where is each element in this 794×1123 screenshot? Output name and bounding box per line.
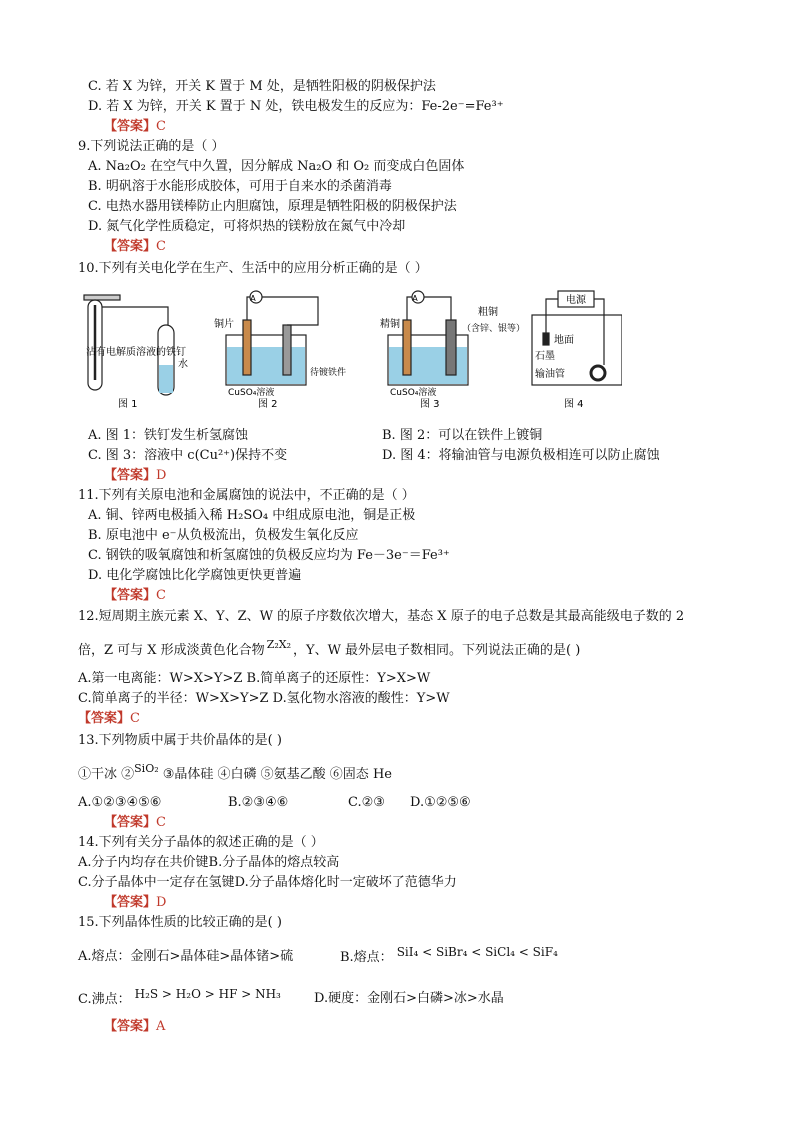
- fig3-ammeter: A: [412, 294, 418, 303]
- q14-answer: 【答案】D: [104, 895, 167, 910]
- q11-option-a: A. 铜、锌两电极插入稀 H₂SO₄ 中组成原电池，铜是正极: [88, 508, 416, 523]
- q13-option-d: D.①②⑤⑥: [410, 795, 471, 810]
- q10-option-a: A. 图 1：铁钉发生析氢腐蚀: [88, 428, 249, 443]
- q13-option-a: A.①②③④⑤⑥: [78, 795, 162, 810]
- q15-b-formula: SiI₄ < SiBr₄ < SiCl₄ < SiF₄: [396, 945, 558, 959]
- q15-stem: 15.下列晶体性质的比较正确的是( ): [78, 915, 282, 930]
- q13-option-b: B.②③④⑥: [228, 795, 289, 810]
- fig1-water-label: 水: [178, 359, 188, 370]
- q9-option-b: B. 明矾溶于水能形成胶体，可用于自来水的杀菌消毒: [88, 179, 392, 194]
- q10-stem: 10.下列有关电化学在生产、生活中的应用分析正确的是（ ）: [78, 261, 428, 276]
- q12-stem-line2: 倍，Z 可与 X 形成淡黄色化合物 $^{Z_2X_2}$ ，Y、W 最外层电子数相同。下列说法正确的是( ): [78, 638, 581, 658]
- q10-answer: 【答案】D: [104, 468, 167, 483]
- q13-items: ①干冰 ②$^{SiO_2}$ ③晶体硅 ④白磷 ⑤氨基乙酸 ⑥固态 He: [78, 762, 392, 782]
- q12-options-cd: C.简单离子的半径：W>X>Y>Z D.氢化物水溶液的酸性：Y>W: [78, 691, 450, 706]
- q10-option-c: C. 图 3：溶液中 c(Cu²⁺)保持不变: [88, 448, 288, 463]
- q9-option-c: C. 电热水器用镁棒防止内胆腐蚀，原理是牺牲阳极的阴极保护法: [88, 199, 457, 214]
- q15-option-b: B.熔点： SiI₄ < SiBr₄ < SiCl₄ < SiF₄: [340, 945, 558, 965]
- fig3-pure-label: 精铜: [380, 319, 400, 330]
- fig4-pipe-label: 输油管: [535, 369, 565, 380]
- figure-1: [84, 295, 174, 395]
- q12-formula: Z₂X₂: [266, 638, 291, 651]
- fig4-graphite-label: 石墨: [535, 351, 555, 362]
- fig3-caption: 图 3: [420, 399, 440, 410]
- q12-options-ab: A.第一电离能：W>X>Y>Z B.简单离子的还原性：Y>X>W: [78, 671, 431, 686]
- q15-option-c: C.沸点： H₂S > H₂O > HF > NH₃: [78, 987, 281, 1007]
- q8-option-c: C. 若 X 为锌，开关 K 置于 M 处，是牺牲阳极的阴极保护法: [88, 79, 436, 94]
- q8-option-d: D. 若 X 为锌，开关 K 置于 N 处，铁电极发生的反应为：Fe-2e⁻=Fe³⁺: [88, 99, 504, 114]
- q12-stem-line1: 12.短周期主族元素 X、Y、Z、W 的原子序数依次增大，基态 X 原子的电子总数是其最高能级电子数的 2: [78, 609, 685, 624]
- fig2-caption: 图 2: [258, 399, 278, 410]
- q11-stem: 11.下列有关原电池和金属腐蚀的说法中，不正确的是（ ）: [78, 488, 415, 503]
- figure-3: [388, 291, 468, 385]
- q11-option-d: D. 电化学腐蚀比化学腐蚀更快更普遍: [88, 568, 302, 583]
- fig1-caption: 图 1: [118, 399, 138, 410]
- q14-options-ab: A.分子内均存在共价键B.分子晶体的熔点较高: [78, 855, 340, 870]
- figure-2: [226, 291, 318, 385]
- q9-option-a: A. Na₂O₂ 在空气中久置，因分解成 Na₂O 和 O₂ 而变成白色固体: [88, 159, 465, 174]
- q9-stem: 9.下列说法正确的是（ ）: [78, 139, 225, 154]
- fig2-solution-label: CuSO₄溶液: [228, 388, 275, 398]
- q9-option-d: D. 氮气化学性质稳定，可将炽热的镁粉放在氮气中冷却: [88, 219, 406, 234]
- q13-stem: 13.下列物质中属于共价晶体的是( ): [78, 733, 282, 748]
- fig4-ground-label: 地面: [554, 335, 574, 346]
- q14-options-cd: C.分子晶体中一定存在氢键D.分子晶体熔化时一定破坏了范德华力: [78, 875, 457, 890]
- electrochem-figure: [78, 285, 622, 415]
- q13-option-c: C.②③: [348, 795, 385, 810]
- q13-answer: 【答案】C: [104, 815, 166, 830]
- fig3-solution-label: CuSO₄溶液: [390, 388, 437, 398]
- q14-stem: 14.下列有关分子晶体的叙述正确的是（ ）: [78, 835, 324, 850]
- fig3-crude-note: （含锌、银等）: [462, 324, 526, 334]
- q9-answer: 【答案】C: [104, 239, 166, 254]
- q13-sio2: SiO₂: [134, 762, 159, 775]
- fig2-copper-label: 铜片: [214, 319, 234, 330]
- q11-option-c: C. 钢铁的吸氧腐蚀和析氢腐蚀的负极反应均为 Fe－3e⁻＝Fe³⁺: [88, 548, 450, 563]
- q10-option-b: B. 图 2：可以在铁件上镀铜: [382, 428, 543, 443]
- q15-answer: 【答案】A: [104, 1019, 166, 1034]
- q8-answer: 【答案】C: [104, 119, 166, 134]
- fig2-iron-label: 待镀铁件: [310, 368, 347, 378]
- fig4-caption: 图 4: [564, 399, 584, 410]
- q10-option-d: D. 图 4：将输油管与电源负极相连可以防止腐蚀: [382, 448, 660, 463]
- q15-c-formula: H₂S > H₂O > HF > NH₃: [134, 987, 281, 1001]
- q11-answer: 【答案】C: [104, 588, 166, 603]
- fig4-power-label: 电源: [566, 295, 586, 306]
- fig2-ammeter: A: [250, 294, 256, 303]
- fig3-crude-label: 粗铜: [478, 307, 498, 318]
- q15-option-a: A.熔点：金刚石>晶体硅>晶体锗>硫: [78, 949, 294, 964]
- q11-option-b: B. 原电池中 e⁻从负极流出，负极发生氧化反应: [88, 528, 359, 543]
- q15-option-d: D.硬度：金刚石>白磷>冰>水晶: [314, 991, 504, 1006]
- q12-answer: 【答案】C: [78, 711, 140, 726]
- fig1-nail-label: 沾有电解质溶液的铁钉: [86, 347, 186, 358]
